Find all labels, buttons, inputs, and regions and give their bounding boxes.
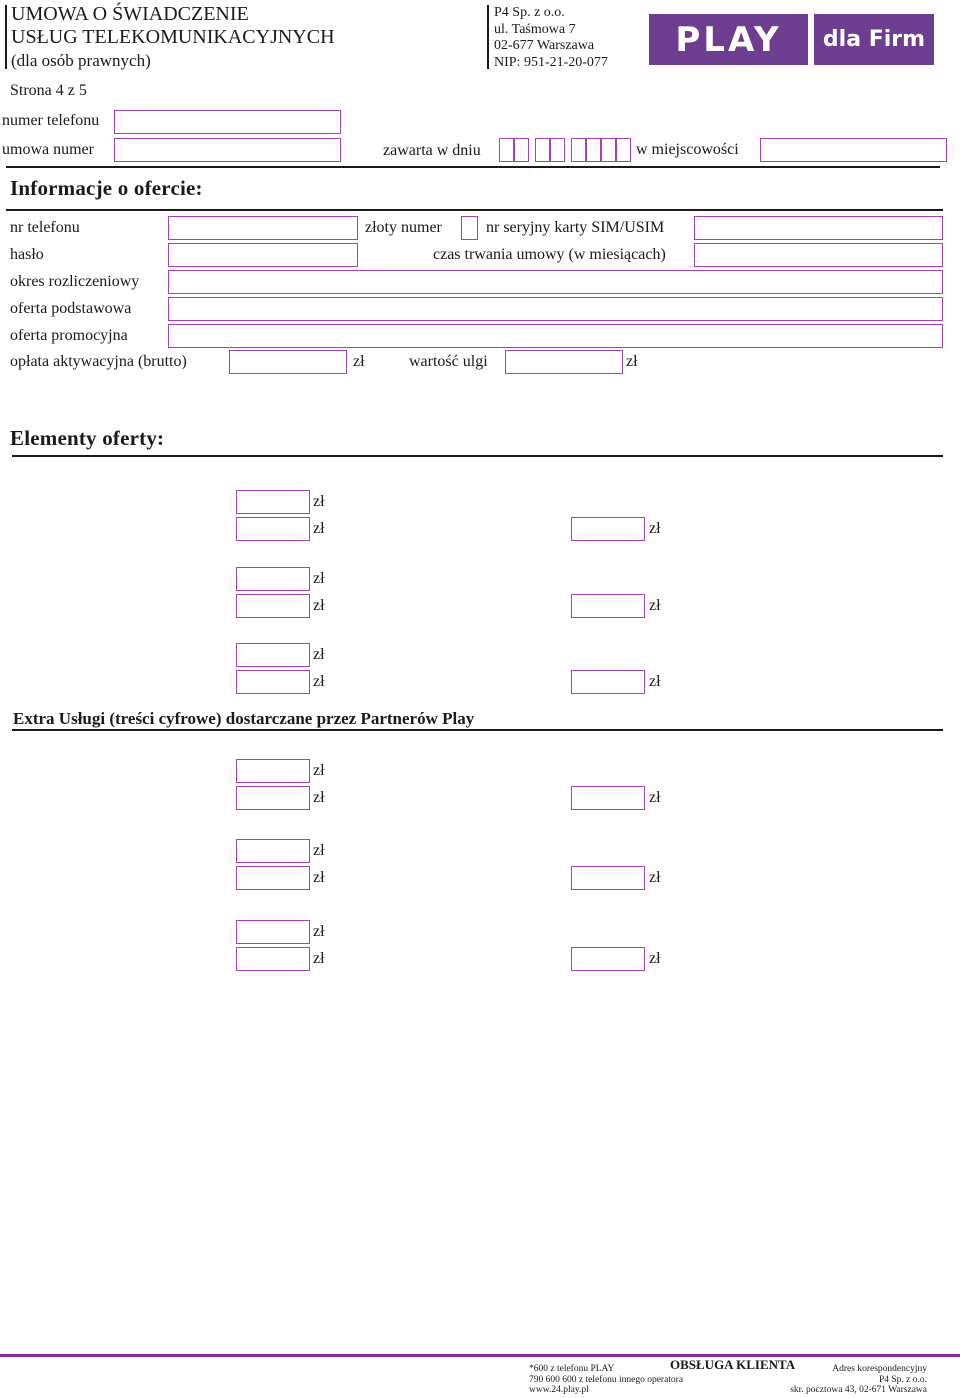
extra-amount-currency: zł bbox=[313, 842, 325, 859]
extra-amount-currency: zł bbox=[649, 789, 661, 806]
element-amount-currency: zł bbox=[313, 646, 325, 663]
extra-amount-currency: zł bbox=[649, 950, 661, 967]
element-amount-currency: zł bbox=[313, 520, 325, 537]
element-amount-field[interactable] bbox=[571, 517, 645, 541]
activation-fee-currency: zł bbox=[353, 353, 365, 370]
element-amount-field[interactable] bbox=[236, 517, 310, 541]
password-field[interactable] bbox=[168, 243, 358, 267]
title-line-2: USŁUG TELEKOMUNIKACYJNYCH bbox=[11, 26, 335, 48]
page-number: Strona 4 z 5 bbox=[10, 82, 87, 99]
password-label: hasło bbox=[10, 246, 44, 263]
extra-amount-field[interactable] bbox=[571, 947, 645, 971]
element-amount-field[interactable] bbox=[236, 670, 310, 694]
top-divider bbox=[6, 166, 940, 168]
date-digit-2[interactable] bbox=[514, 138, 529, 162]
offer-phone-label: nr telefonu bbox=[10, 219, 80, 236]
extra-amount-field[interactable] bbox=[236, 947, 310, 971]
company-nip: NIP: 951-21-20-077 bbox=[494, 54, 608, 70]
extra-amount-currency: zł bbox=[313, 869, 325, 886]
footer-line-1: *600 z telefonu PLAY bbox=[529, 1364, 615, 1374]
offer-phone-field[interactable] bbox=[168, 216, 358, 240]
element-amount-field[interactable] bbox=[236, 643, 310, 667]
title-line-3: (dla osób prawnych) bbox=[11, 51, 151, 70]
golden-number-checkbox[interactable] bbox=[461, 216, 478, 240]
element-amount-currency: zł bbox=[313, 570, 325, 587]
element-amount-field[interactable] bbox=[571, 594, 645, 618]
billing-period-label: okres rozliczeniowy bbox=[10, 273, 140, 290]
extra-amount-currency: zł bbox=[313, 789, 325, 806]
element-amount-currency: zł bbox=[313, 493, 325, 510]
date-digit-5[interactable] bbox=[571, 138, 586, 162]
place-field[interactable] bbox=[760, 138, 947, 162]
extra-services-title: Extra Usługi (treści cyfrowe) dostarczane przez Partnerów Play bbox=[13, 709, 475, 728]
activation-fee-label: opłata aktywacyjna (brutto) bbox=[10, 353, 187, 370]
offer-elements-rule bbox=[12, 455, 943, 457]
element-amount-currency: zł bbox=[313, 597, 325, 614]
title-line-1: UMOWA O ŚWIADCZENIE bbox=[11, 3, 249, 25]
extra-amount-field[interactable] bbox=[571, 866, 645, 890]
discount-value-label: wartość ulgi bbox=[409, 353, 488, 370]
footer-address-box: skr. pocztowa 43, 02-671 Warszawa bbox=[790, 1385, 927, 1395]
address-bar bbox=[487, 5, 489, 69]
date-digit-1[interactable] bbox=[499, 138, 514, 162]
company-city: 02-677 Warszawa bbox=[494, 38, 595, 53]
dla-firm-logo bbox=[814, 14, 934, 65]
promo-offer-label: oferta promocyjna bbox=[10, 327, 128, 344]
date-digit-7[interactable] bbox=[601, 138, 616, 162]
extra-services-rule bbox=[12, 729, 943, 731]
footer-address-title: Adres korespondencyjny bbox=[832, 1364, 927, 1374]
company-address bbox=[494, 5, 608, 71]
billing-period-field[interactable] bbox=[168, 270, 943, 294]
element-amount-currency: zł bbox=[313, 673, 325, 690]
sim-serial-label: nr seryjny karty SIM/USIM bbox=[486, 219, 665, 236]
concluded-date-label: zawarta w dniu bbox=[383, 142, 481, 159]
extra-amount-currency: zł bbox=[313, 762, 325, 779]
contract-duration-label: czas trwania umowy (w miesiącach) bbox=[433, 246, 666, 263]
play-logo-text: PLAY bbox=[675, 19, 782, 60]
date-digit-6[interactable] bbox=[586, 138, 601, 162]
extra-amount-currency: zł bbox=[313, 923, 325, 940]
extra-amount-field[interactable] bbox=[236, 786, 310, 810]
element-amount-field[interactable] bbox=[236, 490, 310, 514]
extra-amount-field[interactable] bbox=[236, 759, 310, 783]
date-digit-3[interactable] bbox=[535, 138, 550, 162]
footer-address bbox=[790, 1364, 927, 1396]
offer-info-title: Informacje o ofercie: bbox=[10, 176, 203, 200]
element-amount-currency: zł bbox=[649, 520, 661, 537]
element-amount-currency: zł bbox=[649, 597, 661, 614]
element-amount-currency: zł bbox=[649, 673, 661, 690]
date-digit-8[interactable] bbox=[616, 138, 631, 162]
play-logo bbox=[649, 14, 808, 65]
promo-offer-field[interactable] bbox=[168, 324, 943, 348]
offer-elements-title: Elementy oferty: bbox=[10, 426, 165, 450]
extra-amount-currency: zł bbox=[313, 950, 325, 967]
element-amount-field[interactable] bbox=[571, 670, 645, 694]
footer-service-title: OBSŁUGA KLIENTA bbox=[670, 1357, 796, 1372]
basic-offer-field[interactable] bbox=[168, 297, 943, 321]
extra-amount-field[interactable] bbox=[236, 866, 310, 890]
extra-amount-field[interactable] bbox=[236, 839, 310, 863]
extra-amount-field[interactable] bbox=[236, 920, 310, 944]
extra-amount-field[interactable] bbox=[571, 786, 645, 810]
activation-fee-field[interactable] bbox=[229, 350, 347, 374]
element-amount-field[interactable] bbox=[236, 567, 310, 591]
sim-serial-field[interactable] bbox=[694, 216, 943, 240]
discount-value-currency: zł bbox=[626, 353, 638, 370]
contract-number-label: umowa numer bbox=[2, 141, 94, 158]
footer-line-2: 790 600 600 z telefonu innego operatora bbox=[529, 1374, 684, 1385]
footer-address-company: P4 Sp. z o.o. bbox=[878, 1374, 927, 1385]
phone-number-label: numer telefonu bbox=[2, 112, 100, 129]
dla-firm-logo-text: dla Firm bbox=[822, 27, 926, 52]
element-amount-field[interactable] bbox=[236, 594, 310, 618]
footer-rule bbox=[0, 1354, 960, 1357]
footer-contact bbox=[529, 1364, 683, 1396]
place-label: w miejscowości bbox=[636, 141, 739, 158]
date-digit-4[interactable] bbox=[550, 138, 565, 162]
footer-line-3: www.24.play.pl bbox=[529, 1385, 589, 1395]
basic-offer-label: oferta podstawowa bbox=[10, 300, 132, 317]
extra-amount-currency: zł bbox=[649, 869, 661, 886]
offer-info-rule bbox=[6, 209, 943, 211]
company-name: P4 Sp. z o.o. bbox=[494, 5, 565, 20]
discount-value-field[interactable] bbox=[505, 350, 623, 374]
golden-number-label: złoty numer bbox=[365, 219, 442, 236]
title-bar bbox=[5, 5, 7, 69]
contract-number-field[interactable] bbox=[114, 138, 341, 162]
document-title bbox=[11, 3, 335, 72]
contract-duration-field[interactable] bbox=[694, 243, 943, 267]
phone-number-field[interactable] bbox=[114, 110, 341, 134]
company-street: ul. Taśmowa 7 bbox=[494, 21, 576, 37]
